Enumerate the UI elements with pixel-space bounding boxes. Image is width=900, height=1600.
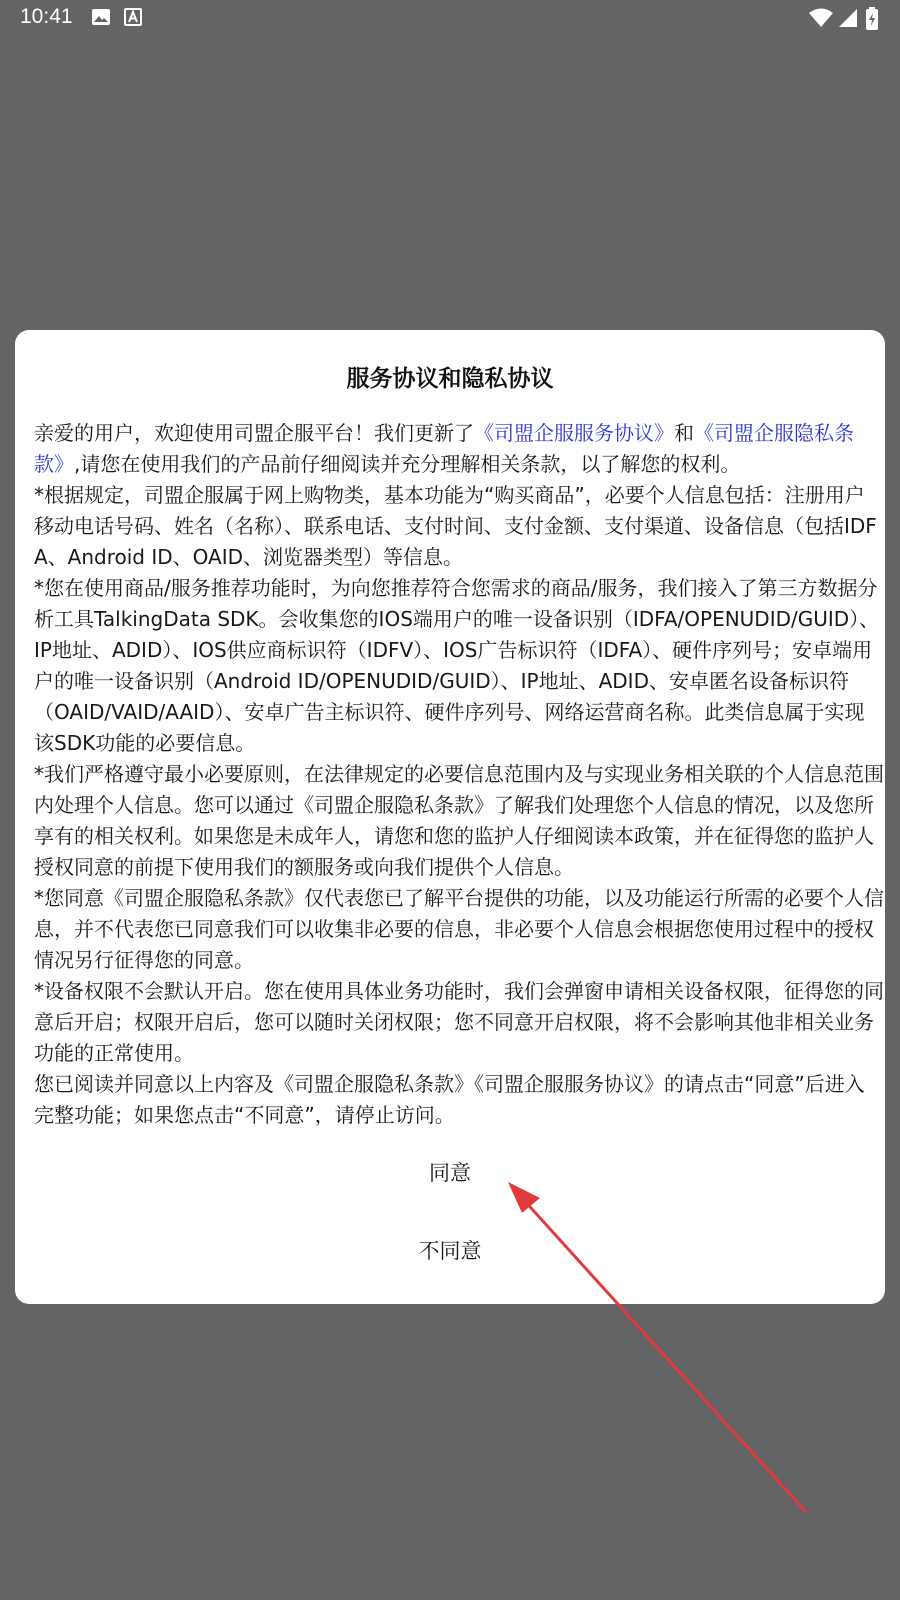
paragraph-permissions: *设备权限不会默认开启。您在使用具体业务功能时，我们会弹窗申请相关设备权限，征得您的同意后开启；权限开启后，您可以随时关闭权限；您不同意开启权限，将不会影响其他非相关业务功能的正常使用。	[34, 979, 884, 1065]
intro-post: ,请您在使用我们的产品前仔细阅读并充分理解相关条款，以了解您的权利。	[74, 452, 741, 476]
intro-and: 和	[674, 421, 694, 445]
status-time: 10:41	[20, 5, 73, 28]
paragraph-consent-scope: *您同意《司盟企服隐私条款》仅代表您已了解平台提供的功能，以及功能运行所需的必要个人信息，并不代表您已同意我们可以收集非必要的信息，非必要个人信息会根据您使用过程中的授权情况另行征得您的同意。	[34, 886, 884, 972]
service-agreement-link[interactable]: 《司盟企服服务协议》	[474, 421, 674, 445]
paragraph-final-notice: 您已阅读并同意以上内容及《司盟企服隐私条款》《司盟企服服务协议》的请点击“同意”后进入完整功能；如果您点击“不同意”，请停止访问。	[34, 1072, 865, 1127]
battery-icon	[865, 7, 879, 31]
image-icon	[91, 7, 111, 27]
text-a-icon	[124, 7, 142, 27]
dialog-body	[34, 418, 884, 1131]
paragraph-minimal-principle: *我们严格遵守最小必要原则，在法律规定的必要信息范围内及与实现业务相关联的个人信息范围内处理个人信息。您可以通过《司盟企服隐私条款》了解我们处理您个人信息的情况，以及您所享有的相关权利。如果您是未成年人，请您和您的监护人仔细阅读本政策，并在征得您的监护人授权同意的前提下使用我们的额服务或向我们提供个人信息。	[34, 762, 884, 879]
paragraph-required-info: *根据规定，司盟企服属于网上购物类，基本功能为“购买商品”，必要个人信息包括：注册用户移动电话号码、姓名（名称）、联系电话、支付时间、支付金额、支付渠道、设备信息（包括IDFA、Android ID、OAID、浏览器类型）等信息。	[34, 483, 877, 569]
intro-pre: 亲爱的用户，欢迎使用司盟企服平台！我们更新了	[34, 421, 474, 445]
intro-paragraph	[34, 418, 884, 480]
privacy-dialog	[15, 330, 885, 1304]
wifi-icon	[808, 7, 834, 29]
privacy-terms-link[interactable]: 《司盟企服隐私条款》	[34, 421, 854, 476]
status-bar	[0, 0, 900, 36]
signal-icon	[838, 7, 858, 29]
disagree-button[interactable]: 不同意	[15, 1231, 885, 1271]
paragraph-sdk: *您在使用商品/服务推荐功能时，为向您推荐符合您需求的商品/服务，我们接入了第三方数据分析工具TalkingData SDK。会收集您的IOS端用户的唯一设备识别（IDFA/OPENUDID/GUID）、IP地址、ADID）、IOS供应商标识符（IDFV）、IOS广告标识符（IDFA）、硬件序列号；安卓端用户的唯一设备识别（Android ID/OPENUDID/GUID）、IP地址、ADID、安卓匿名设备标识符（OAID/VAID/AAID）、安卓广告主标识符、硬件序列号、网络运营商名称。此类信息属于实现该SDK功能的必要信息。	[34, 576, 880, 755]
dialog-title: 服务协议和隐私协议	[346, 366, 554, 392]
agree-button[interactable]: 同意	[15, 1153, 885, 1193]
